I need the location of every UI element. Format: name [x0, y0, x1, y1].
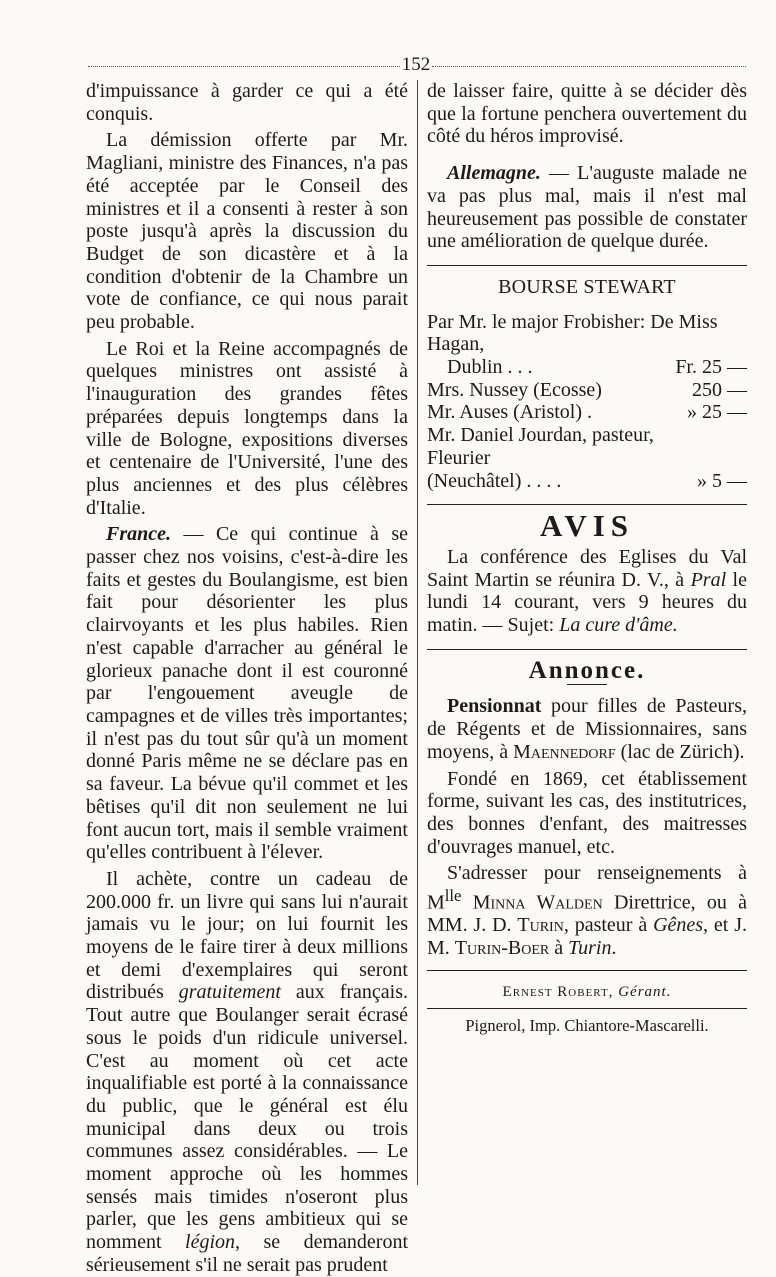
donation-line [427, 379, 747, 402]
pensionnat-text-b: (lac de Zürich). [615, 740, 745, 763]
pral-word: Pral [690, 568, 727, 591]
donation-amount: » 25 — [687, 401, 747, 424]
annonce-section [427, 656, 748, 960]
gerant-name: Ernest Robert [502, 983, 609, 1000]
donor-name-last: Mr. Daniel Jourdan, pasteur, Fleurier [427, 424, 654, 469]
turin-city: Turin [568, 937, 612, 960]
header-rule-left [88, 66, 400, 67]
section-rule [427, 649, 747, 650]
bologne-paragraph: Le Roi et la Reine accompagnés de quelques ministres ont assisté à l'inauguration des grandes fêtes préparées depuis longtemps dans la ville de Bologne, expositions diverses et centenaire de l'Université, l'une des plus anciennes et des plus célèbres d'Italie. [86, 337, 408, 519]
adresser-text-d: , et J. M. [427, 914, 747, 960]
pensionnat-paragraph [427, 695, 747, 763]
adresser-text-c: , pasteur à [563, 914, 654, 937]
gratuitement-word: gratuitement [178, 981, 281, 1004]
adresser-paragraph [427, 862, 747, 959]
fonde-paragraph: Fondé en 1869, cet établissement forme, suivant les cas, des institutrices, des bonnes d'enfant, des maitresses d'ouvrages manuel, etc. [427, 767, 747, 858]
avis-text-b: le lundi 14 courant, vers 9 heures du matin. — Sujet: [427, 568, 747, 637]
section-rule [427, 265, 747, 266]
boulanger-text-c: , se demanderont sérieusement s'il ne serait pas prudent [86, 1231, 408, 1276]
pensionnat-word: Pensionnat [447, 695, 542, 718]
donor-name: Mr. Auses (Aristol) . [427, 401, 592, 424]
continuation-paragraph: d'impuissance à garder ce qui a été conquis. [86, 80, 408, 125]
france-paragraph [86, 523, 408, 864]
gerant-signature: Ernest Robert, Gérant. [502, 983, 672, 1000]
continuation-paragraph-right: de laisser faire, quitte à se décider dès que la fortune penchera ouvertement du côté du héros improvisé. [427, 80, 747, 148]
donation-line [427, 401, 747, 424]
footer-rule-2 [427, 1008, 747, 1009]
donor-name: Mrs. Nussey (Ecosse) [427, 378, 602, 401]
donation-amount: Fr. 25 — [675, 356, 747, 379]
adresser-text-a: S'adresser pour renseignements à M [427, 862, 747, 914]
walden-name: Minna Walden [461, 891, 603, 914]
left-column [86, 80, 408, 1277]
mademoiselle-sup: lle [444, 886, 462, 906]
avis-title: AVIS [539, 508, 635, 544]
avis-text-a: La conférence des Eglises du Val Saint Martin se réunira D. V., à [427, 545, 747, 591]
boulanger-text-a: Il achète, contre un cadeau de 200.000 fr. un livre qui sans lui n'aurait jamais vu le jour; on lui fournit les moyens de le faire tirer à deux millions et demi d'exemplaires qui seront distribués [86, 867, 408, 1004]
avis-subject: La cure d'âme. [559, 614, 678, 637]
gerant-role: Gérant. [618, 983, 672, 1000]
donation-line [427, 356, 747, 379]
genes-word: Gênes [653, 914, 704, 937]
donation-amount: 250 — [692, 378, 747, 401]
annonce-short-rule [567, 684, 607, 685]
bourse-intro: Par Mr. le major Frobisher: De Miss Hagan, [427, 310, 718, 356]
footer-rule [427, 970, 747, 971]
allemagne-label: Allemagne. [447, 162, 541, 185]
donor-place: (Neuchâtel) . . . . [427, 469, 562, 492]
legion-word: légion [185, 1231, 236, 1254]
donation-amount: » 5 — [697, 469, 747, 492]
column-divider [417, 80, 418, 1185]
france-text: — Ce qui continue à se passer chez nos voisins, c'est-à-dire les faits et gestes du Boulangisme, est bien fait pour désorienter les plus clairvoyants et les plus habiles. Rien n'est capable d'arracher au général le glorieux panache dont il est couronné par l'engouement aveugle de campagnes et de villes très importantes; il n'est pas du tout sûr qu'à un moment donné Paris même ne se déclare pas en sa faveur. La bévue qu'il commet et les bêtises qu'il dit non seulement ne lui font aucun tort, mais il semble vraiment qu'elles contribuent à l'élever. [86, 523, 408, 864]
right-column [427, 80, 747, 1037]
donor-name: Dublin . . . [447, 356, 533, 379]
boulanger-paragraph [86, 868, 408, 1277]
france-label: France. [106, 523, 171, 546]
adresser-text-e: à [549, 937, 569, 960]
header-rule-right [432, 66, 746, 67]
avis-section [427, 508, 747, 637]
maennedorf-word: Maennedorf [513, 740, 616, 763]
section-rule [427, 504, 747, 505]
adresser-text-b: Direttrice, ou à MM. J. D. [427, 891, 748, 937]
annonce-title: Annonce. [528, 656, 646, 684]
allemagne-text: — L'auguste malade ne va pas plus mal, mais il n'est mal heureusement pas possible de constater une amélioration de quelque durée. [427, 162, 747, 253]
boulanger-text-b: aux français. Tout autre que Boulanger serait écrasé sous le poids d'un ridicule universel. C'est au moment où cet acte inqualifiable est porté à la connaissance du public, que le général est élu municipal dans deux ou trois communes assez considérables. — Le moment approche où les hommes sensés mais timides n'oseront plus parler, que les gens ambitieux qui se nomment [86, 981, 408, 1254]
bourse-title: BOURSE STEWART [498, 275, 676, 298]
pensionnat-text-a: pour filles de Pasteurs, de Régents et de Missionnaires, sans moyens, à [427, 695, 747, 763]
imprint-line: Pignerol, Imp. Chiantore-Mascarelli. [465, 1015, 709, 1035]
bourse-section [427, 276, 747, 492]
turin-name-1: Turin [517, 914, 564, 937]
magliani-paragraph: La démission offerte par Mr. Magliani, ministre des Finances, n'a pas été acceptée par le Conseil des ministres et il a consenti à rester à son poste jusqu'à après la discussion du Budget de son dicastère et à la condition d'obtenir de la Chambre un vote de confiance, ce qui nous parait peu probable. [86, 129, 408, 334]
turin-boer-name: Turin-Boer [454, 937, 550, 960]
donation-line [427, 470, 747, 493]
allemagne-paragraph [427, 162, 747, 253]
adresser-text-f: . [611, 937, 617, 960]
avis-paragraph [427, 546, 747, 637]
page-number: 152 [401, 54, 431, 75]
